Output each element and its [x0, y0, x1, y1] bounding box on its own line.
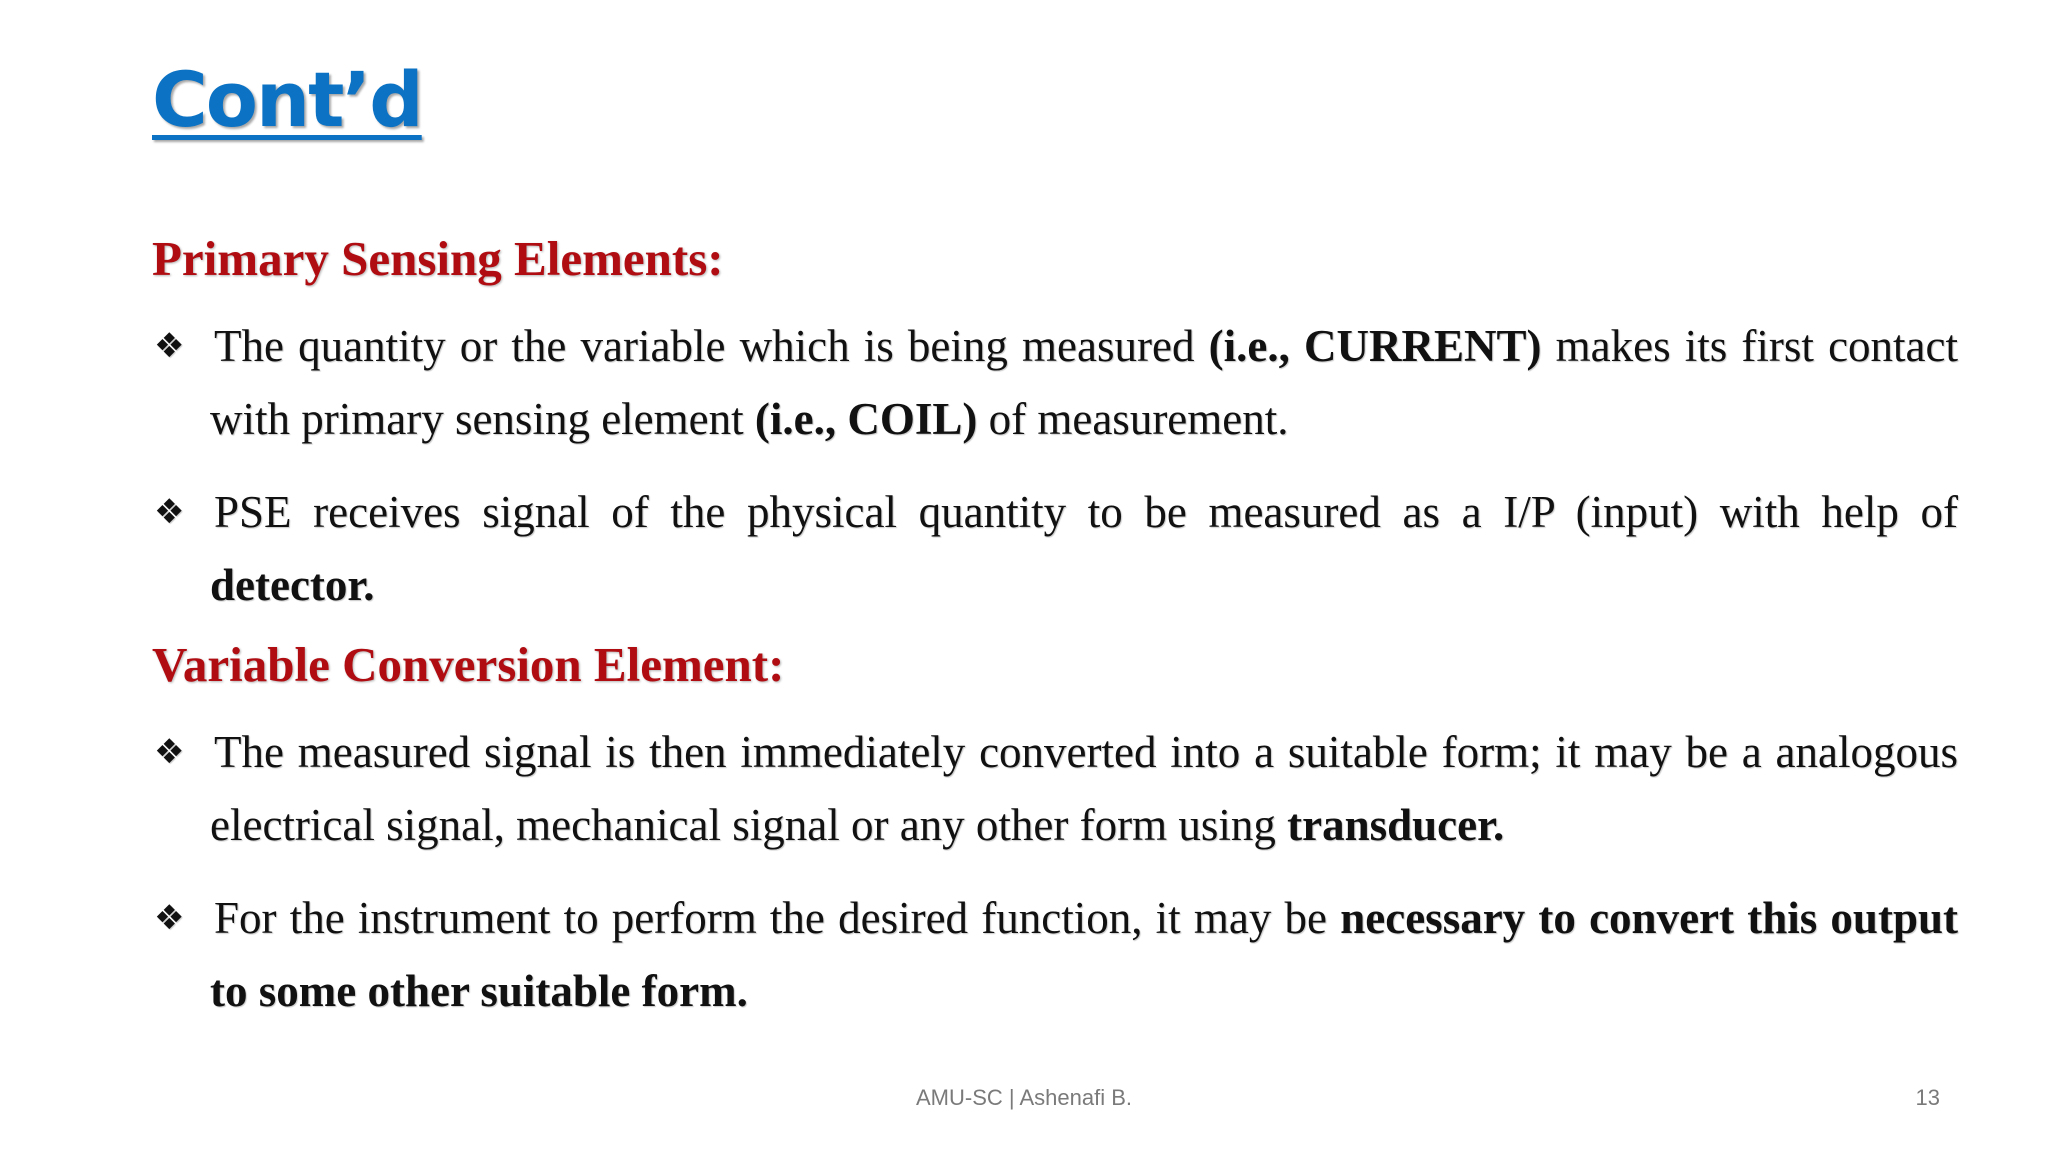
bullet-item — [152, 476, 1958, 622]
bullet-item — [152, 716, 1958, 862]
section-heading-variable-conversion: Variable Conversion Element: — [152, 637, 785, 692]
bullet-text: of measurement. — [977, 394, 1289, 444]
four-diamond-bullet-icon: ❖ — [154, 492, 185, 532]
bullet-item — [152, 310, 1958, 456]
slide-title: Cont’d — [152, 55, 422, 144]
slide-content — [152, 228, 1958, 1028]
bullet-bold-text: transducer. — [1287, 800, 1505, 850]
bullet-bold-text: necessary to convert this output to some other suitable form. — [210, 893, 1958, 1016]
four-diamond-bullet-icon: ❖ — [154, 898, 185, 938]
bullet-bold-text: (i.e., CURRENT) — [1208, 321, 1542, 371]
section-heading-primary-sensing: Primary Sensing Elements: — [152, 231, 724, 286]
bullet-text: For the instrument to perform the desired function, it may be — [214, 893, 1341, 943]
slide-footer: AMU-SC | Ashenafi B. — [915, 1085, 1132, 1110]
bullet-bold-text: detector. — [210, 560, 375, 610]
bullet-text: makes its first contact with primary sensing element — [210, 321, 1958, 444]
four-diamond-bullet-icon: ❖ — [154, 732, 185, 772]
page-number: 13 — [1915, 1085, 1940, 1110]
bullet-text: PSE receives signal of the physical quantity to be measured as a I/P (input) with help of — [214, 487, 1958, 537]
bullet-bold-text: (i.e., COIL) — [754, 394, 978, 444]
bullet-text: The quantity or the variable which is being measured — [214, 321, 1209, 371]
bullet-item — [152, 882, 1958, 1028]
bullet-text: The measured signal is then immediately converted into a suitable form; it may be a analogous electrical signal, mechanical signal or any other form using — [210, 727, 1958, 850]
four-diamond-bullet-icon: ❖ — [154, 326, 185, 366]
